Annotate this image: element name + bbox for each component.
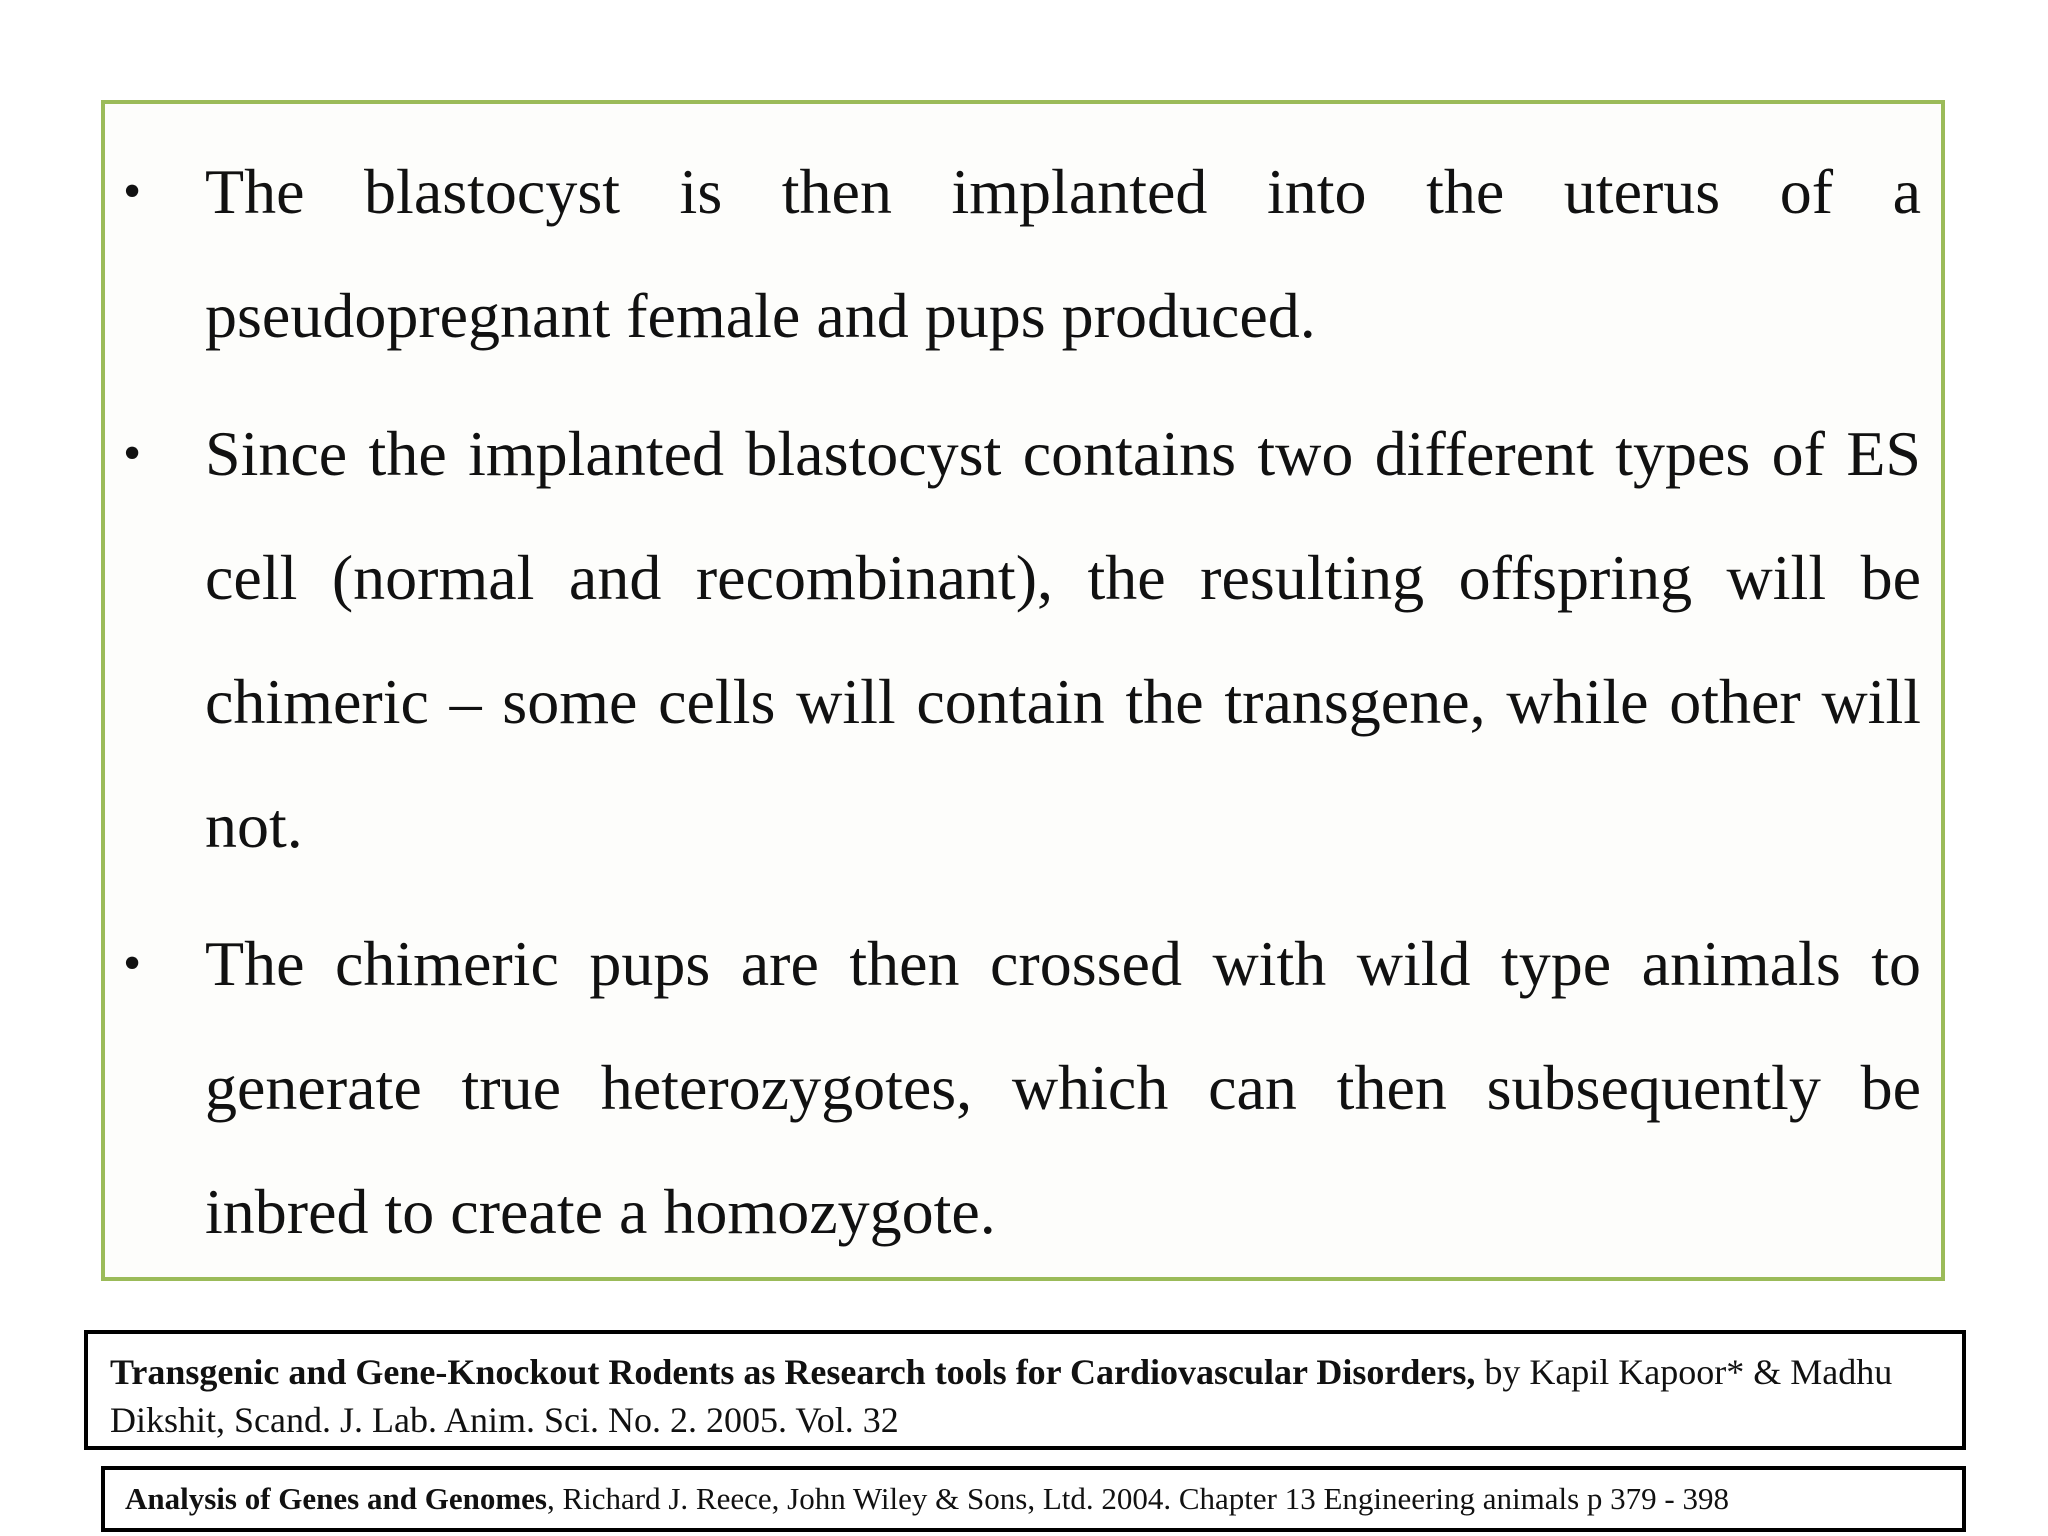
content-panel xyxy=(101,100,1945,1281)
bullet-item-2 xyxy=(105,392,1941,888)
bullet-dot: • xyxy=(123,935,142,992)
bullet-dot: • xyxy=(123,425,142,482)
bullet-list xyxy=(105,130,1941,1288)
bullet-dot: • xyxy=(123,163,142,220)
bullet-item-1 xyxy=(105,130,1941,378)
reference-box-2 xyxy=(101,1466,1966,1532)
reference-details: by Kapil Kapoor* & Madhu Dikshit, Scand. J. Lab. Anim. Sci. No. 2. 2005. Vol. 32 xyxy=(110,1352,1893,1440)
bullet-text: The chimeric pups are then crossed with wild type animals to generate true heterozygotes, which can then subsequently be inbred to create a homozygote. xyxy=(205,928,1921,1247)
reference-details: , Richard J. Reece, John Wiley & Sons, Ltd. 2004. Chapter 13 Engineering animals p 379 - 398 xyxy=(546,1481,1729,1516)
reference-title: Transgenic and Gene-Knockout Rodents as Research tools for Cardiovascular Disorders, xyxy=(110,1352,1476,1392)
bullet-text: The blastocyst is then implanted into the uterus of a pseudopregnant female and pups produced. xyxy=(205,156,1921,351)
bullet-text: Since the implanted blastocyst contains two different types of ES cell (normal and recombinant), the resulting offspring will be chimeric – some cells will contain the transgene, while other will not. xyxy=(205,418,1921,861)
bullet-item-3 xyxy=(105,902,1941,1274)
reference-title: Analysis of Genes and Genomes xyxy=(125,1481,547,1516)
reference-box-1 xyxy=(84,1330,1966,1450)
